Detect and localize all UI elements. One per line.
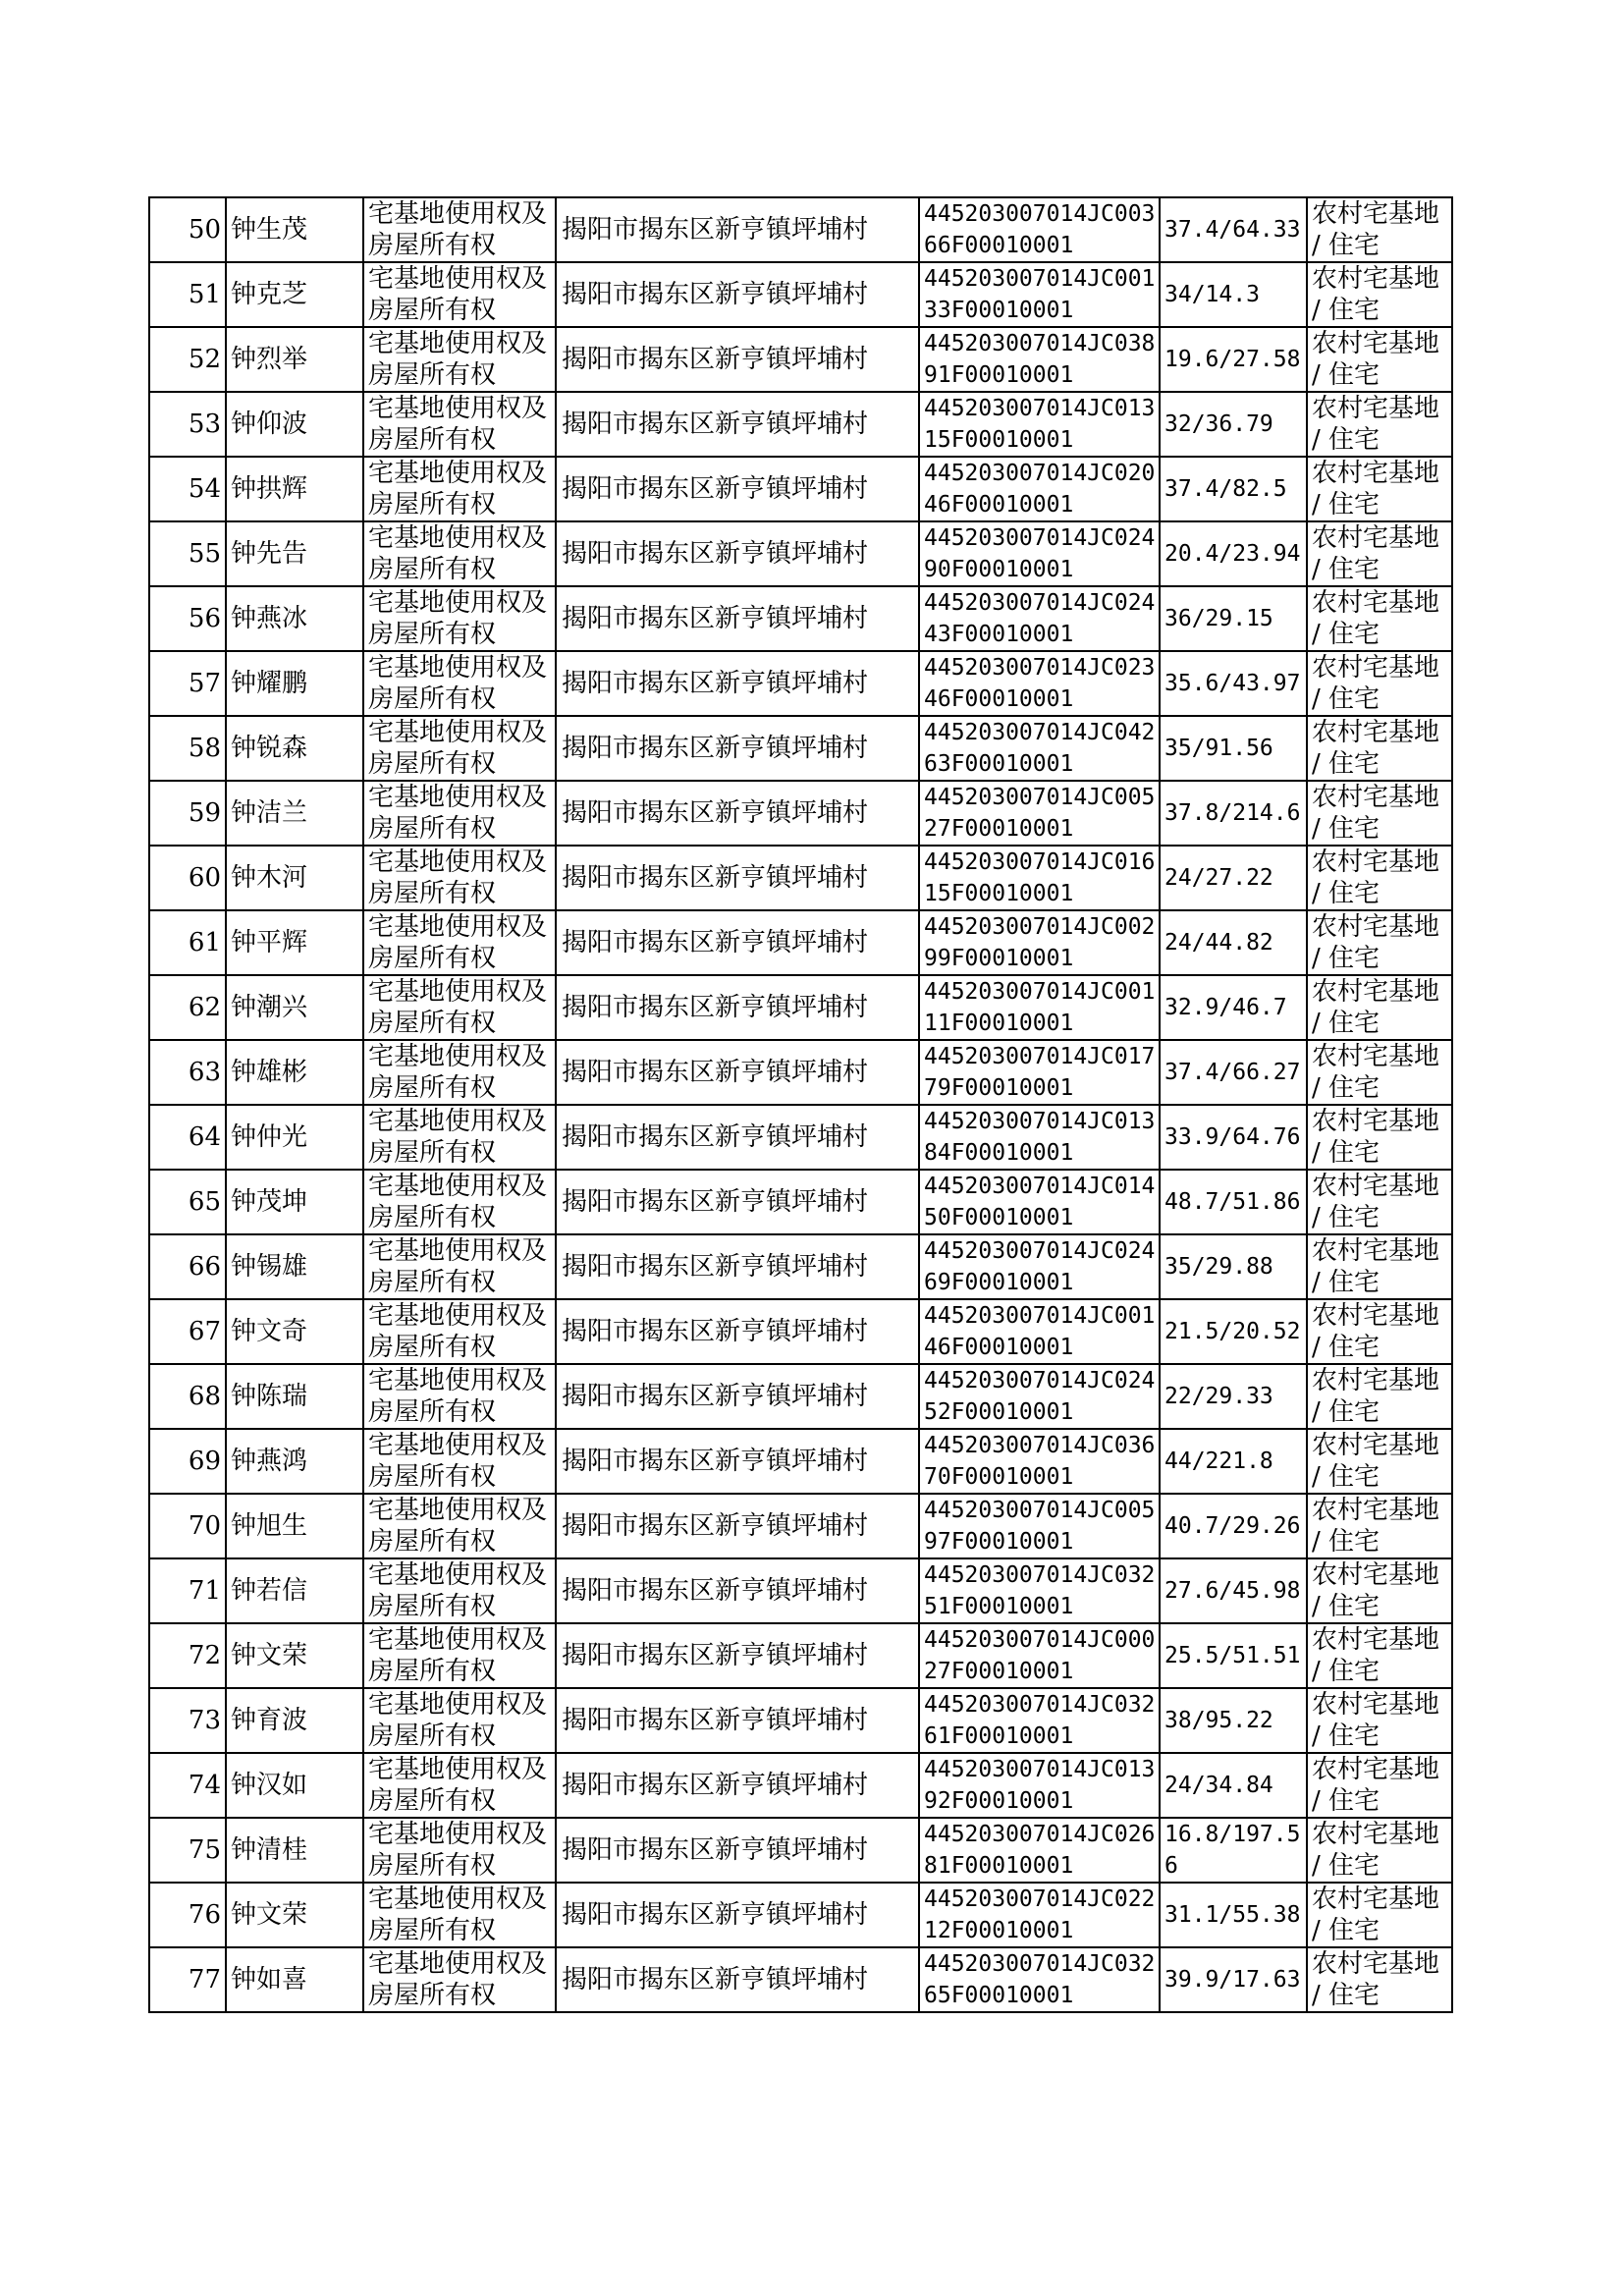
- table-body: [149, 197, 1452, 2012]
- row-number-cell: 55: [149, 521, 226, 586]
- row-number-cell: 75: [149, 1818, 226, 1883]
- land-use-cell: 农村宅基地 / 住宅: [1307, 327, 1452, 392]
- property-address-cell: 揭阳市揭东区新亨镇坪埔村: [556, 392, 919, 457]
- owner-name-cell: 钟旭生: [226, 1494, 363, 1558]
- table-row: [149, 1883, 1452, 1947]
- property-address-cell: 揭阳市揭东区新亨镇坪埔村: [556, 1105, 919, 1170]
- unit-code-cell: 445203007014JC00366F00010001: [919, 197, 1160, 262]
- right-type-cell: 宅基地使用权及房屋所有权: [363, 521, 556, 586]
- table-row: [149, 975, 1452, 1040]
- row-number-cell: 69: [149, 1429, 226, 1494]
- area-value-cell: 40.7/29.26: [1160, 1494, 1307, 1558]
- row-number-cell: 58: [149, 716, 226, 781]
- right-type-cell: 宅基地使用权及房屋所有权: [363, 197, 556, 262]
- land-use-cell: 农村宅基地 / 住宅: [1307, 1299, 1452, 1364]
- right-type-cell: 宅基地使用权及房屋所有权: [363, 457, 556, 521]
- unit-code-cell: 445203007014JC01392F00010001: [919, 1753, 1160, 1818]
- area-value-cell: 36/29.15: [1160, 586, 1307, 651]
- land-use-cell: 农村宅基地 / 住宅: [1307, 1753, 1452, 1818]
- table-row: [149, 262, 1452, 327]
- land-use-cell: 农村宅基地 / 住宅: [1307, 1040, 1452, 1105]
- property-address-cell: 揭阳市揭东区新亨镇坪埔村: [556, 1558, 919, 1623]
- table-row: [149, 1170, 1452, 1234]
- unit-code-cell: 445203007014JC02490F00010001: [919, 521, 1160, 586]
- land-use-cell: 农村宅基地 / 住宅: [1307, 716, 1452, 781]
- right-type-cell: 宅基地使用权及房屋所有权: [363, 1883, 556, 1947]
- right-type-cell: 宅基地使用权及房屋所有权: [363, 327, 556, 392]
- table-row: [149, 1105, 1452, 1170]
- row-number-cell: 64: [149, 1105, 226, 1170]
- right-type-cell: 宅基地使用权及房屋所有权: [363, 1753, 556, 1818]
- row-number-cell: 73: [149, 1688, 226, 1753]
- right-type-cell: 宅基地使用权及房屋所有权: [363, 781, 556, 846]
- owner-name-cell: 钟育波: [226, 1688, 363, 1753]
- land-use-cell: 农村宅基地 / 住宅: [1307, 1364, 1452, 1429]
- area-value-cell: 37.4/66.27: [1160, 1040, 1307, 1105]
- owner-name-cell: 钟潮兴: [226, 975, 363, 1040]
- unit-code-cell: 445203007014JC00597F00010001: [919, 1494, 1160, 1558]
- owner-name-cell: 钟先告: [226, 521, 363, 586]
- property-address-cell: 揭阳市揭东区新亨镇坪埔村: [556, 1688, 919, 1753]
- table-row: [149, 1623, 1452, 1688]
- unit-code-cell: 445203007014JC03265F00010001: [919, 1947, 1160, 2012]
- property-address-cell: 揭阳市揭东区新亨镇坪埔村: [556, 910, 919, 975]
- property-address-cell: 揭阳市揭东区新亨镇坪埔村: [556, 1170, 919, 1234]
- property-address-cell: 揭阳市揭东区新亨镇坪埔村: [556, 1299, 919, 1364]
- table-row: [149, 1947, 1452, 2012]
- area-value-cell: 32/36.79: [1160, 392, 1307, 457]
- table-row: [149, 846, 1452, 910]
- area-value-cell: 33.9/64.76: [1160, 1105, 1307, 1170]
- owner-name-cell: 钟仰波: [226, 392, 363, 457]
- area-value-cell: 24/44.82: [1160, 910, 1307, 975]
- unit-code-cell: 445203007014JC00299F00010001: [919, 910, 1160, 975]
- property-rights-table: [148, 196, 1453, 2013]
- row-number-cell: 65: [149, 1170, 226, 1234]
- table-row: [149, 197, 1452, 262]
- unit-code-cell: 445203007014JC03251F00010001: [919, 1558, 1160, 1623]
- unit-code-cell: 445203007014JC02212F00010001: [919, 1883, 1160, 1947]
- owner-name-cell: 钟生茂: [226, 197, 363, 262]
- row-number-cell: 62: [149, 975, 226, 1040]
- right-type-cell: 宅基地使用权及房屋所有权: [363, 1299, 556, 1364]
- right-type-cell: 宅基地使用权及房屋所有权: [363, 651, 556, 716]
- land-use-cell: 农村宅基地 / 住宅: [1307, 781, 1452, 846]
- owner-name-cell: 钟洁兰: [226, 781, 363, 846]
- row-number-cell: 63: [149, 1040, 226, 1105]
- right-type-cell: 宅基地使用权及房屋所有权: [363, 846, 556, 910]
- area-value-cell: 35.6/43.97: [1160, 651, 1307, 716]
- table-row: [149, 1040, 1452, 1105]
- row-number-cell: 61: [149, 910, 226, 975]
- table-row: [149, 457, 1452, 521]
- table-row: [149, 327, 1452, 392]
- land-use-cell: 农村宅基地 / 住宅: [1307, 521, 1452, 586]
- row-number-cell: 76: [149, 1883, 226, 1947]
- row-number-cell: 71: [149, 1558, 226, 1623]
- property-address-cell: 揭阳市揭东区新亨镇坪埔村: [556, 521, 919, 586]
- unit-code-cell: 445203007014JC01384F00010001: [919, 1105, 1160, 1170]
- land-use-cell: 农村宅基地 / 住宅: [1307, 651, 1452, 716]
- row-number-cell: 56: [149, 586, 226, 651]
- right-type-cell: 宅基地使用权及房屋所有权: [363, 1040, 556, 1105]
- table-row: [149, 781, 1452, 846]
- owner-name-cell: 钟锐森: [226, 716, 363, 781]
- area-value-cell: 48.7/51.86: [1160, 1170, 1307, 1234]
- property-address-cell: 揭阳市揭东区新亨镇坪埔村: [556, 457, 919, 521]
- unit-code-cell: 445203007014JC02469F00010001: [919, 1234, 1160, 1299]
- row-number-cell: 60: [149, 846, 226, 910]
- row-number-cell: 67: [149, 1299, 226, 1364]
- property-address-cell: 揭阳市揭东区新亨镇坪埔村: [556, 1494, 919, 1558]
- right-type-cell: 宅基地使用权及房屋所有权: [363, 1494, 556, 1558]
- land-use-cell: 农村宅基地 / 住宅: [1307, 1818, 1452, 1883]
- land-use-cell: 农村宅基地 / 住宅: [1307, 392, 1452, 457]
- owner-name-cell: 钟汉如: [226, 1753, 363, 1818]
- row-number-cell: 70: [149, 1494, 226, 1558]
- owner-name-cell: 钟清桂: [226, 1818, 363, 1883]
- owner-name-cell: 钟文荣: [226, 1883, 363, 1947]
- area-value-cell: 32.9/46.7: [1160, 975, 1307, 1040]
- row-number-cell: 74: [149, 1753, 226, 1818]
- row-number-cell: 52: [149, 327, 226, 392]
- table-row: [149, 651, 1452, 716]
- property-address-cell: 揭阳市揭东区新亨镇坪埔村: [556, 197, 919, 262]
- land-use-cell: 农村宅基地 / 住宅: [1307, 1883, 1452, 1947]
- unit-code-cell: 445203007014JC04263F00010001: [919, 716, 1160, 781]
- area-value-cell: 39.9/17.63: [1160, 1947, 1307, 2012]
- right-type-cell: 宅基地使用权及房屋所有权: [363, 1105, 556, 1170]
- property-address-cell: 揭阳市揭东区新亨镇坪埔村: [556, 1947, 919, 2012]
- unit-code-cell: 445203007014JC02452F00010001: [919, 1364, 1160, 1429]
- land-use-cell: 农村宅基地 / 住宅: [1307, 910, 1452, 975]
- right-type-cell: 宅基地使用权及房屋所有权: [363, 1234, 556, 1299]
- property-address-cell: 揭阳市揭东区新亨镇坪埔村: [556, 586, 919, 651]
- row-number-cell: 77: [149, 1947, 226, 2012]
- land-use-cell: 农村宅基地 / 住宅: [1307, 262, 1452, 327]
- table-row: [149, 1299, 1452, 1364]
- table-row: [149, 1818, 1452, 1883]
- right-type-cell: 宅基地使用权及房屋所有权: [363, 1429, 556, 1494]
- property-address-cell: 揭阳市揭东区新亨镇坪埔村: [556, 975, 919, 1040]
- area-value-cell: 16.8/197.56: [1160, 1818, 1307, 1883]
- area-value-cell: 22/29.33: [1160, 1364, 1307, 1429]
- owner-name-cell: 钟平辉: [226, 910, 363, 975]
- property-address-cell: 揭阳市揭东区新亨镇坪埔村: [556, 1623, 919, 1688]
- land-use-cell: 农村宅基地 / 住宅: [1307, 586, 1452, 651]
- property-address-cell: 揭阳市揭东区新亨镇坪埔村: [556, 262, 919, 327]
- property-address-cell: 揭阳市揭东区新亨镇坪埔村: [556, 846, 919, 910]
- right-type-cell: 宅基地使用权及房屋所有权: [363, 1947, 556, 2012]
- right-type-cell: 宅基地使用权及房屋所有权: [363, 262, 556, 327]
- land-use-cell: 农村宅基地 / 住宅: [1307, 457, 1452, 521]
- area-value-cell: 27.6/45.98: [1160, 1558, 1307, 1623]
- unit-code-cell: 445203007014JC00146F00010001: [919, 1299, 1160, 1364]
- owner-name-cell: 钟若信: [226, 1558, 363, 1623]
- land-use-cell: 农村宅基地 / 住宅: [1307, 1947, 1452, 2012]
- unit-code-cell: 445203007014JC03261F00010001: [919, 1688, 1160, 1753]
- right-type-cell: 宅基地使用权及房屋所有权: [363, 910, 556, 975]
- property-address-cell: 揭阳市揭东区新亨镇坪埔村: [556, 1364, 919, 1429]
- row-number-cell: 59: [149, 781, 226, 846]
- owner-name-cell: 钟文奇: [226, 1299, 363, 1364]
- owner-name-cell: 钟仲光: [226, 1105, 363, 1170]
- property-address-cell: 揭阳市揭东区新亨镇坪埔村: [556, 1818, 919, 1883]
- row-number-cell: 66: [149, 1234, 226, 1299]
- area-value-cell: 24/34.84: [1160, 1753, 1307, 1818]
- right-type-cell: 宅基地使用权及房屋所有权: [363, 1170, 556, 1234]
- unit-code-cell: 445203007014JC01315F00010001: [919, 392, 1160, 457]
- owner-name-cell: 钟文荣: [226, 1623, 363, 1688]
- land-use-cell: 农村宅基地 / 住宅: [1307, 1429, 1452, 1494]
- table-row: [149, 1753, 1452, 1818]
- owner-name-cell: 钟木河: [226, 846, 363, 910]
- property-address-cell: 揭阳市揭东区新亨镇坪埔村: [556, 651, 919, 716]
- table-row: [149, 1429, 1452, 1494]
- area-value-cell: 21.5/20.52: [1160, 1299, 1307, 1364]
- right-type-cell: 宅基地使用权及房屋所有权: [363, 1558, 556, 1623]
- property-address-cell: 揭阳市揭东区新亨镇坪埔村: [556, 781, 919, 846]
- unit-code-cell: 445203007014JC00133F00010001: [919, 262, 1160, 327]
- right-type-cell: 宅基地使用权及房屋所有权: [363, 1364, 556, 1429]
- table-row: [149, 1688, 1452, 1753]
- row-number-cell: 54: [149, 457, 226, 521]
- right-type-cell: 宅基地使用权及房屋所有权: [363, 1688, 556, 1753]
- unit-code-cell: 445203007014JC02443F00010001: [919, 586, 1160, 651]
- property-address-cell: 揭阳市揭东区新亨镇坪埔村: [556, 327, 919, 392]
- property-address-cell: 揭阳市揭东区新亨镇坪埔村: [556, 1234, 919, 1299]
- owner-name-cell: 钟烈举: [226, 327, 363, 392]
- table-row: [149, 716, 1452, 781]
- area-value-cell: 20.4/23.94: [1160, 521, 1307, 586]
- property-address-cell: 揭阳市揭东区新亨镇坪埔村: [556, 716, 919, 781]
- owner-name-cell: 钟燕鸿: [226, 1429, 363, 1494]
- property-address-cell: 揭阳市揭东区新亨镇坪埔村: [556, 1883, 919, 1947]
- owner-name-cell: 钟陈瑞: [226, 1364, 363, 1429]
- area-value-cell: 35/91.56: [1160, 716, 1307, 781]
- right-type-cell: 宅基地使用权及房屋所有权: [363, 716, 556, 781]
- area-value-cell: 37.8/214.6: [1160, 781, 1307, 846]
- right-type-cell: 宅基地使用权及房屋所有权: [363, 1623, 556, 1688]
- land-use-cell: 农村宅基地 / 住宅: [1307, 1623, 1452, 1688]
- land-use-cell: 农村宅基地 / 住宅: [1307, 846, 1452, 910]
- owner-name-cell: 钟茂坤: [226, 1170, 363, 1234]
- land-use-cell: 农村宅基地 / 住宅: [1307, 197, 1452, 262]
- right-type-cell: 宅基地使用权及房屋所有权: [363, 586, 556, 651]
- row-number-cell: 72: [149, 1623, 226, 1688]
- owner-name-cell: 钟雄彬: [226, 1040, 363, 1105]
- unit-code-cell: 445203007014JC02046F00010001: [919, 457, 1160, 521]
- table-row: [149, 586, 1452, 651]
- right-type-cell: 宅基地使用权及房屋所有权: [363, 392, 556, 457]
- owner-name-cell: 钟燕冰: [226, 586, 363, 651]
- owner-name-cell: 钟如喜: [226, 1947, 363, 2012]
- land-use-cell: 农村宅基地 / 住宅: [1307, 1688, 1452, 1753]
- area-value-cell: 19.6/27.58: [1160, 327, 1307, 392]
- row-number-cell: 51: [149, 262, 226, 327]
- table-row: [149, 1364, 1452, 1429]
- land-use-cell: 农村宅基地 / 住宅: [1307, 1494, 1452, 1558]
- land-use-cell: 农村宅基地 / 住宅: [1307, 1558, 1452, 1623]
- area-value-cell: 31.1/55.38: [1160, 1883, 1307, 1947]
- unit-code-cell: 445203007014JC03670F00010001: [919, 1429, 1160, 1494]
- right-type-cell: 宅基地使用权及房屋所有权: [363, 975, 556, 1040]
- area-value-cell: 25.5/51.51: [1160, 1623, 1307, 1688]
- unit-code-cell: 445203007014JC01615F00010001: [919, 846, 1160, 910]
- area-value-cell: 34/14.3: [1160, 262, 1307, 327]
- owner-name-cell: 钟克芝: [226, 262, 363, 327]
- owner-name-cell: 钟拱辉: [226, 457, 363, 521]
- land-use-cell: 农村宅基地 / 住宅: [1307, 1170, 1452, 1234]
- row-number-cell: 53: [149, 392, 226, 457]
- area-value-cell: 44/221.8: [1160, 1429, 1307, 1494]
- right-type-cell: 宅基地使用权及房屋所有权: [363, 1818, 556, 1883]
- unit-code-cell: 445203007014JC00111F00010001: [919, 975, 1160, 1040]
- unit-code-cell: 445203007014JC01450F00010001: [919, 1170, 1160, 1234]
- table-row: [149, 392, 1452, 457]
- table-row: [149, 910, 1452, 975]
- unit-code-cell: 445203007014JC02681F00010001: [919, 1818, 1160, 1883]
- unit-code-cell: 445203007014JC03891F00010001: [919, 327, 1160, 392]
- row-number-cell: 50: [149, 197, 226, 262]
- area-value-cell: 37.4/64.33: [1160, 197, 1307, 262]
- land-use-cell: 农村宅基地 / 住宅: [1307, 975, 1452, 1040]
- table-row: [149, 521, 1452, 586]
- unit-code-cell: 445203007014JC02346F00010001: [919, 651, 1160, 716]
- area-value-cell: 37.4/82.5: [1160, 457, 1307, 521]
- row-number-cell: 57: [149, 651, 226, 716]
- table-row: [149, 1234, 1452, 1299]
- table-row: [149, 1494, 1452, 1558]
- unit-code-cell: 445203007014JC01779F00010001: [919, 1040, 1160, 1105]
- owner-name-cell: 钟锡雄: [226, 1234, 363, 1299]
- land-use-cell: 农村宅基地 / 住宅: [1307, 1234, 1452, 1299]
- property-address-cell: 揭阳市揭东区新亨镇坪埔村: [556, 1429, 919, 1494]
- area-value-cell: 35/29.88: [1160, 1234, 1307, 1299]
- land-use-cell: 农村宅基地 / 住宅: [1307, 1105, 1452, 1170]
- unit-code-cell: 445203007014JC00527F00010001: [919, 781, 1160, 846]
- owner-name-cell: 钟耀鹏: [226, 651, 363, 716]
- area-value-cell: 38/95.22: [1160, 1688, 1307, 1753]
- row-number-cell: 68: [149, 1364, 226, 1429]
- property-address-cell: 揭阳市揭东区新亨镇坪埔村: [556, 1040, 919, 1105]
- table-row: [149, 1558, 1452, 1623]
- unit-code-cell: 445203007014JC00027F00010001: [919, 1623, 1160, 1688]
- area-value-cell: 24/27.22: [1160, 846, 1307, 910]
- property-address-cell: 揭阳市揭东区新亨镇坪埔村: [556, 1753, 919, 1818]
